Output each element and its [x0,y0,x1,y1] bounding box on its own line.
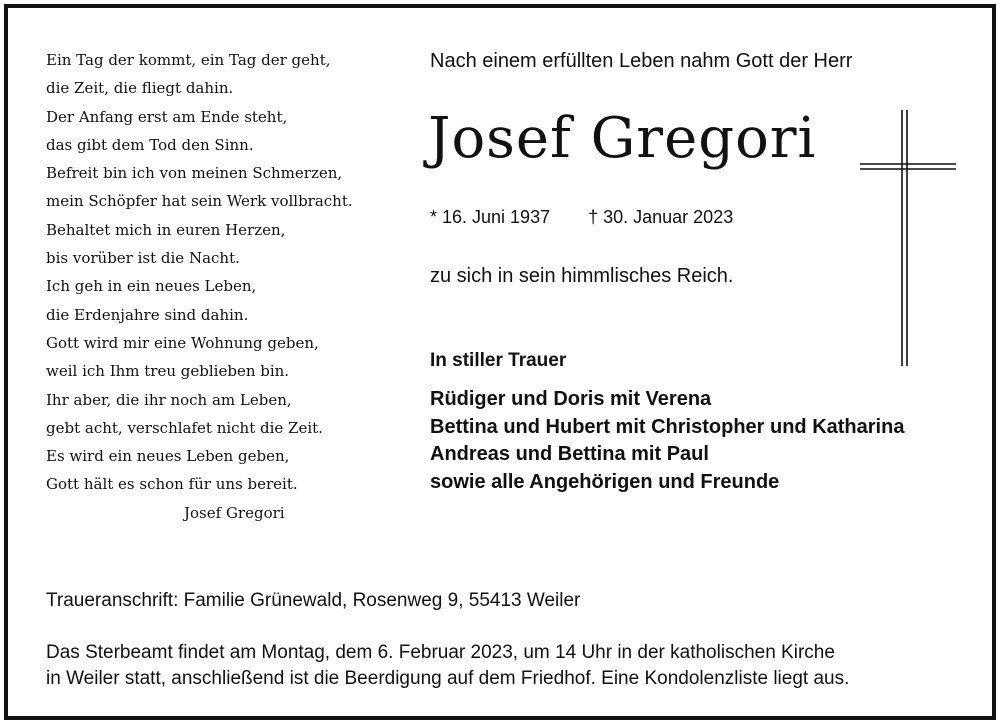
poem-line: Gott wird mir eine Wohnung geben, [46,333,319,352]
poem-line: Ihr aber, die ihr noch am Leben, [46,390,292,409]
death-date: † 30. Januar 2023 [588,207,734,227]
cross-icon [860,110,956,366]
poem-line: weil ich Ihm treu geblieben bin. [46,362,290,381]
mourner-item: Bettina und Hubert mit Christopher und Katharina [430,415,905,438]
poem [46,46,386,499]
notice-line: in Weiler statt, anschließend ist die Beerdigung auf dem Friedhof. Eine Kondolenzliste liegt aus. [46,668,850,689]
poem-line: Befreit bin ich von meinen Schmerzen, [46,164,343,183]
intro-text: Nach einem erfüllten Leben nahm Gott der Herr [430,50,853,72]
poem-line: Ein Tag der kommt, ein Tag der geht, [46,51,331,69]
funeral-notice [46,640,849,692]
poem-line: Der Anfang erst am Ende steht, [46,107,288,126]
life-dates [430,207,733,228]
birth-date: * 16. Juni 1937 [430,207,551,227]
poem-line: das gibt dem Tod den Sinn. [46,135,254,154]
poem-line: die Zeit, die fliegt dahin. [46,79,234,98]
obituary-frame [4,4,996,720]
mourner-list [430,386,904,496]
mourner-item: Rüdiger und Doris mit Verena [430,388,712,410]
poem-line: bis vorüber ist die Nacht. [46,249,240,268]
poem-line: gebt acht, verschlafet nicht die Zeit. [46,418,323,437]
mourner-item: Andreas und Bettina mit Paul [430,443,709,465]
mourning-address: Traueranschrift: Familie Grünewald, Rosenweg 9, 55413 Weiler [46,590,581,611]
notice-line: Das Sterbeamt findet am Montag, dem 6. Februar 2023, um 14 Uhr in der katholischen Kirche [46,642,835,663]
poem-line: Gott hält es schon für uns bereit. [46,475,298,494]
poem-line: mein Schöpfer hat sein Werk vollbracht. [46,192,353,211]
deceased-name: Josef Gregori [428,106,817,171]
mourner-item: sowie alle Angehörigen und Freunde [430,470,780,493]
poem-line: Es wird ein neues Leben geben, [46,447,290,466]
poem-line: die Erdenjahre sind dahin. [46,305,249,324]
closing-text: zu sich in sein himmlisches Reich. [430,265,734,287]
poem-author: Josef Gregori [184,504,285,522]
poem-line: Ich geh in ein neues Leben, [46,277,257,296]
mourning-title: In stiller Trauer [430,350,567,371]
poem-line: Behaltet mich in euren Herzen, [46,220,286,239]
